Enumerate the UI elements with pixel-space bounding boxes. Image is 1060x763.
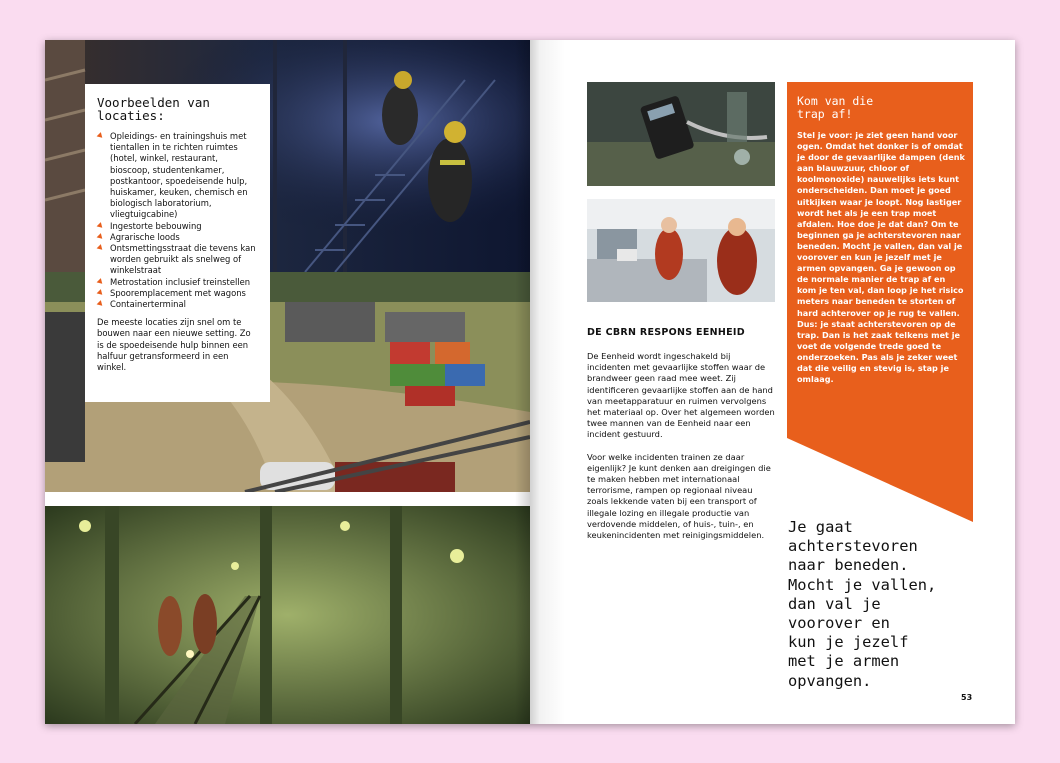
list-item: Spooremplacement met wagons [97,288,258,299]
list-item: Containerterminal [97,299,258,310]
laboratory-team-photo [587,199,775,302]
section-title: DE CBRN RESPONS EENHEID [587,327,745,338]
list-item: Ingestorte bebouwing [97,221,258,232]
callout-content [797,95,967,385]
left-page [45,40,530,724]
pull-quote: Je gaat achterstevoren naar beneden. Mocht je vallen, dan val je voorover en kun je jezelf met je armen opvangen. [788,518,937,690]
callout-body: Stel je voor: je ziet geen hand voor ogen. Omdat het donker is of omdat je door de gevaarlijke dampen (denk aan blauwzuur, chloor of koolmonoxide) nauwelijks iets kunt onderscheiden. Dan moet je goed uitkijken waar je loopt. Nog lastiger wordt het als je een trap moet afdalen. Hoe doe je dat dan? Om te beginnen ga je achterstevoren naar beneden. Mocht je vallen, dan val je voorover en kun je jezelf met je armen opvangen. Ga je gewoon op de normale manier de trap af en kom je ten val, dan loop je het risico meters naar beneden te storten of hard achterover op je rug te vallen. Dus: je staat achterstevoren op de trap. Dan is het zaak telkens met je voet de volgende trede goed te onderzoeken. Pas als je zeker weet dat die veilig en stevig is, stap je omlaag. [797,130,965,385]
article-body [587,351,775,552]
list-item: Opleidings- en trainingshuis met tientallen in te richten ruimtes (hotel, winkel, restaurant, bioscoop, studentenkamer, postkantoor, spoedeisende hulp, huiskamer, keuken, chemisch en biologisch laboratorium, vliegtuigcabine) [97,131,258,221]
list-item: Metrostation inclusief treinstellen [97,277,258,288]
article-paragraph: Voor welke incidenten trainen ze daar eigenlijk? Je kunt denken aan dreigingen die te maken hebben met internationaal terrorisme, rampen op regionaal niveau zoals lekkende vaten bij een transport of illegale lozing en illegale productie van verdovende middelen, of huis-, tuin-, en keukenincidenten met reinigingsmiddelen. [587,451,771,541]
callout-title: Kom van die trap af! [797,94,874,121]
list-item: Agrarische loods [97,232,258,243]
list-item: Ontsmettingsstraat die tevens kan worden gebruikt als snelweg of winkelstraat [97,243,258,277]
callout-box [787,82,973,562]
infobox-title: Voorbeelden van locaties: [97,95,210,123]
locations-infobox [85,84,270,402]
magazine-spread [45,40,1015,724]
locations-list [97,131,258,310]
infobox-paragraph: De meeste locaties zijn snel om te bouwen naar een nieuwe setting. Zo is de spoedeisende hulp binnen een halfuur getransformeerd in een winkel. [97,317,251,373]
page-number: 53 [961,693,973,702]
measurement-device-photo [587,82,775,186]
metro-tunnel-smoke-photo [45,506,530,724]
right-page [530,40,1015,724]
article-paragraph: De Eenheid wordt ingeschakeld bij incidenten met gevaarlijke stoffen waar de brandweer geen raad mee weet. Zij identificeren gevaarlijke stoffen aan de hand van meetapparatuur en ruimen vervolgens het materiaal op. Over het algemeen worden twee mannen van de Eenheid naar een incident gestuurd. [587,351,775,440]
